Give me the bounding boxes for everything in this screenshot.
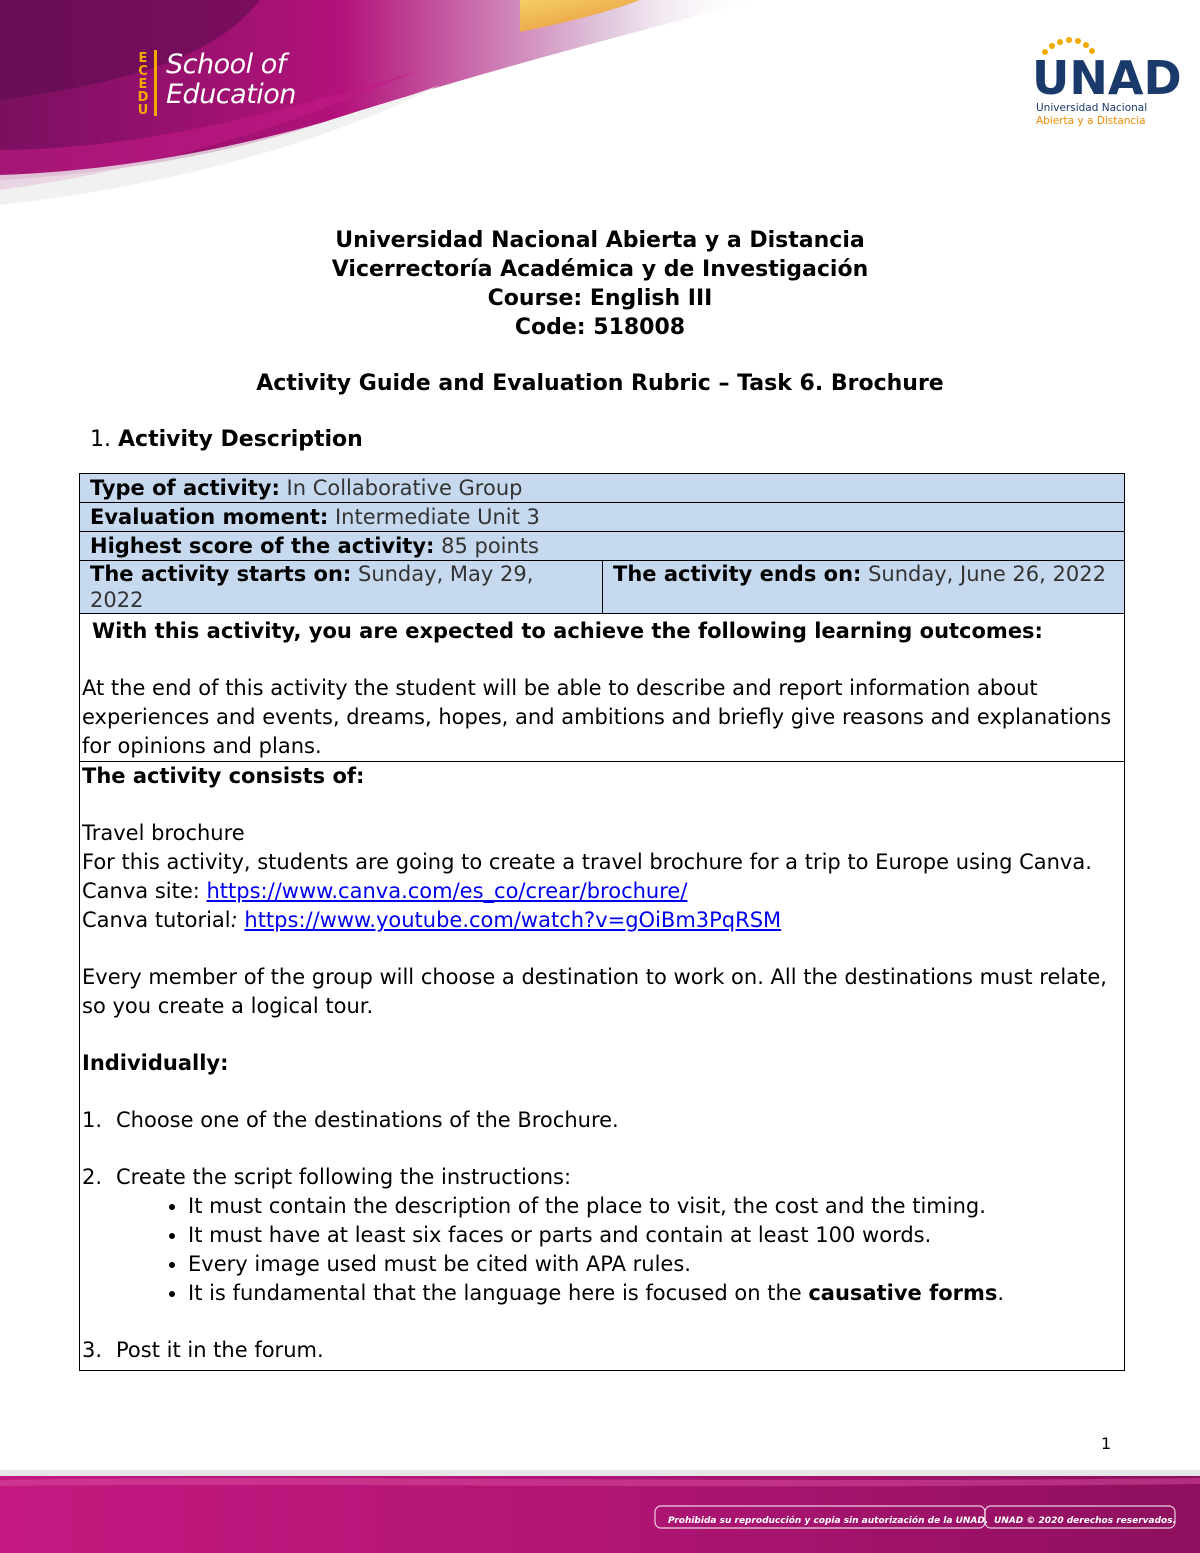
ecedu-letter: C (138, 64, 148, 79)
step-number: 3. (82, 1338, 103, 1362)
section-number: 1. (90, 427, 111, 452)
step-text: Create the script following the instructions: (116, 1165, 572, 1189)
document-title-block (0, 226, 1200, 342)
highest-score-cell (80, 532, 1125, 561)
section-heading (90, 427, 363, 452)
type-label: Type of activity: (90, 476, 280, 500)
start-date-cell (80, 561, 603, 614)
bullet4-text: It is fundamental that the language here is focused on the (188, 1281, 809, 1305)
canva-tutorial-line (82, 906, 1112, 935)
outcomes-heading: With this activity, you are expected to achieve the following learning outcomes: (92, 619, 1043, 643)
vice-rectorate: Vicerrectoría Académica y de Investigación (331, 257, 869, 282)
moment-value: Intermediate Unit 3 (328, 505, 540, 529)
individually-heading: Individually: (82, 1051, 229, 1075)
table-row (80, 474, 1125, 503)
school-line1: School of (166, 49, 286, 80)
unad-logo-text: UNAD (1032, 51, 1182, 105)
canva-site-label: Canva site: (82, 879, 207, 903)
ecedu-letter: D (137, 90, 149, 105)
activity-table (79, 473, 1125, 1371)
outcomes-text: At the end of this activity the student will be able to describe and report information about experiences and events, dreams, hopes, and ambitions and briefly give reasons and explanations for opinions and plans. (82, 676, 1112, 758)
step-1 (82, 1106, 1112, 1135)
unad-subtitle-1: Universidad Nacional (1036, 102, 1148, 114)
page-number: 1 (1101, 1434, 1112, 1453)
ends-value: Sunday, June 26, 2022 (861, 562, 1106, 586)
step-number: 2. (82, 1165, 103, 1189)
step-text: Post it in the forum. (116, 1338, 324, 1362)
activity-consists-cell (80, 762, 1125, 1371)
script-instructions-list (82, 1192, 1112, 1308)
table-row (80, 532, 1125, 561)
ecedu-vertical-label (133, 52, 153, 118)
table-row (80, 503, 1125, 532)
brochure-title: Travel brochure (82, 821, 245, 845)
list-item: • Every image used must be cited with APA rules. (188, 1250, 1112, 1279)
end-date-cell (603, 561, 1125, 614)
school-line2: Education (166, 79, 296, 110)
ecedu-divider (154, 50, 157, 116)
score-label: Highest score of the activity: (90, 534, 435, 558)
type-value: In Collaborative Group (279, 476, 523, 500)
step-text: Choose one of the destinations of the Brochure. (116, 1108, 619, 1132)
school-of-education-logo (166, 50, 296, 110)
member-instructions: Every member of the group will choose a destination to work on. All the destinations must relate, so you create a logical tour. (82, 965, 1107, 1018)
consists-heading: The activity consists of: (82, 764, 365, 788)
canva-site-link[interactable]: https://www.canva.com/es_co/crear/brochure/ (206, 879, 688, 903)
guide-title: Activity Guide and Evaluation Rubric – Task 6. Brochure (256, 371, 944, 396)
university-name: Universidad Nacional Abierta y a Distancia (335, 228, 865, 253)
ecedu-letter: E (138, 51, 148, 66)
learning-outcomes-cell (80, 614, 1125, 762)
canva-site-line (82, 877, 1112, 906)
brochure-description: For this activity, students are going to create a travel brochure for a trip to Europe using Canva. (82, 850, 1092, 874)
evaluation-moment-cell (80, 503, 1125, 532)
step-3 (82, 1336, 1112, 1365)
score-value: 85 points (434, 534, 539, 558)
moment-label: Evaluation moment: (90, 505, 329, 529)
starts-label: The activity starts on: (90, 562, 352, 586)
footer-banner (0, 1470, 1200, 1553)
table-row (80, 762, 1125, 1371)
ecedu-letter: U (137, 103, 149, 118)
starts-value: Sunday, May 29, 2022 (90, 562, 534, 612)
table-row (80, 561, 1125, 614)
list-item: • It must have at least six faces or parts and contain at least 100 words. (188, 1221, 1112, 1250)
ecedu-letter: E (138, 77, 148, 92)
course-name: Course: English III (487, 286, 713, 311)
causative-forms: causative forms (808, 1281, 998, 1305)
step-2 (82, 1163, 1112, 1192)
section-title: Activity Description (118, 427, 363, 452)
canva-tutorial-colon: : (230, 908, 245, 932)
list-item (188, 1279, 1112, 1308)
list-item: • It must contain the description of the place to visit, the cost and the timing. (188, 1192, 1112, 1221)
unad-subtitle-2: Abierta y a Distancia (1036, 115, 1146, 127)
bullet4-end: . (997, 1281, 1005, 1305)
ends-label: The activity ends on: (613, 562, 862, 586)
canva-tutorial-label: Canva tutorial (82, 908, 231, 932)
course-code: Code: 518008 (514, 315, 686, 340)
table-row (80, 614, 1125, 762)
type-of-activity-cell (80, 474, 1125, 503)
step-number: 1. (82, 1108, 103, 1132)
copyright-notice: UNAD © 2020 derechos reservados. (994, 1516, 1177, 1526)
canva-tutorial-link[interactable]: https://www.youtube.com/watch?v=gOiBm3PqRSM (244, 908, 782, 932)
reproduction-notice: Prohibida su reproducción y copia sin autorización de la UNAD. (668, 1516, 989, 1526)
